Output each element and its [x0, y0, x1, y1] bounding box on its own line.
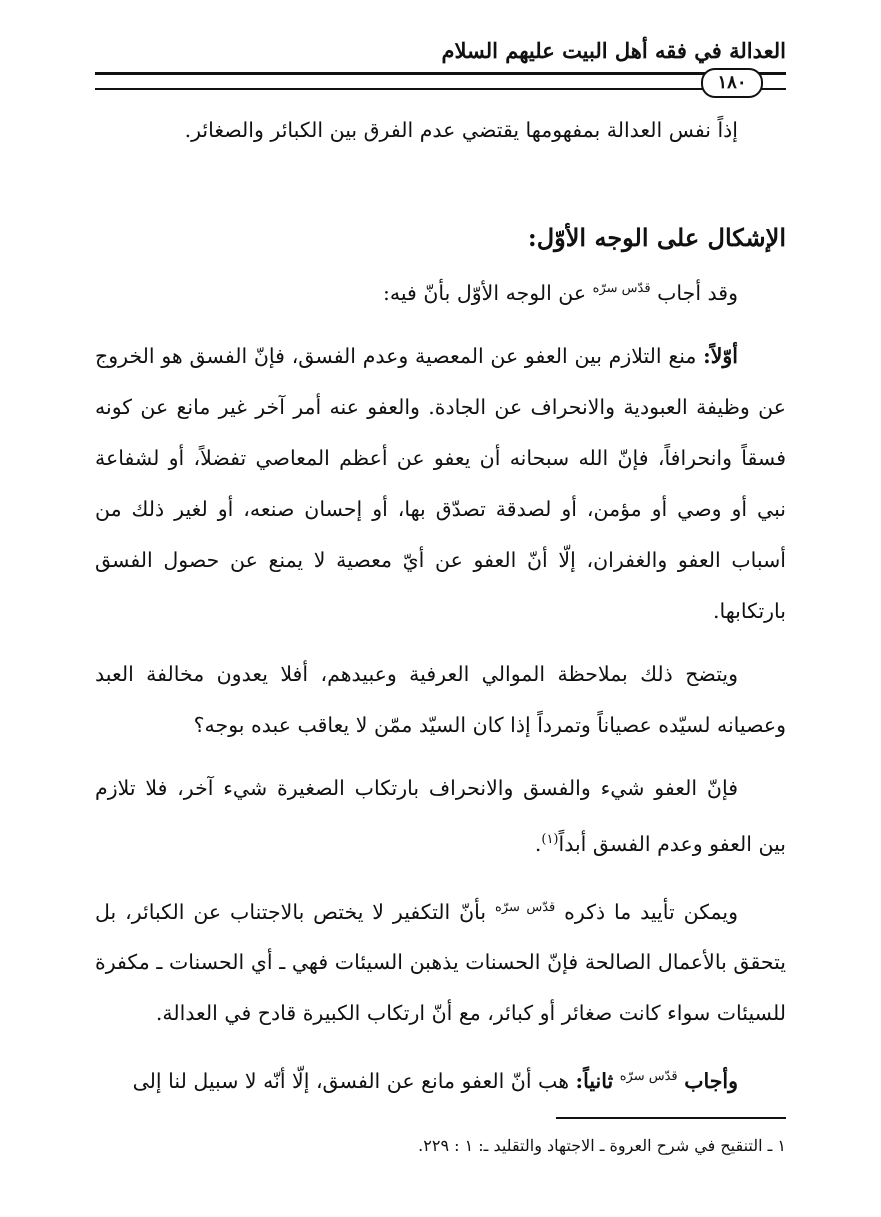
honorific-mark: قدّس سرّه: [592, 281, 651, 296]
pardon-end: .: [534, 831, 542, 856]
paragraph-pardon: [95, 763, 786, 870]
footnote: ١ ـ التنقيح في شرح العروة ـ الاجتهاد والتقليد ـ: ١ : ٢٢٩.: [418, 1136, 786, 1155]
paragraph-second-point: [95, 1051, 786, 1107]
honorific-mark: قدّس سرّه: [619, 1069, 678, 1085]
intro-before: وقد أجاب: [657, 280, 738, 305]
second-point-text: هب أنّ العفو مانع عن الفسق، إلّا أنّه لا سبيل لنا إلى: [132, 1069, 569, 1094]
paragraph-masters: ويتضح ذلك بملاحظة الموالي العرفية وعبيدهم، أفلا يعدون مخالفة العبد وعصيانه لسيّده عصياناً وتمرداً إذا كان السيّد ممّن لا يعاقب عبده بوجه؟: [95, 661, 786, 737]
header-rule-thin: [95, 88, 786, 90]
honorific-mark: قدّس سرّه: [494, 899, 556, 915]
support-after: بأنّ التكفير لا يختص بالاجتناب عن الكبائر، بل يتحقق بالأعمال الصالحة فإنّ الحسنات يذهبن السيئات فهي ـ أي الحسنات ـ مكفرة للسيئات سواء كانت صغائر أو كبائر، مع أنّ ارتكاب الكبيرة قادح في العدالة.: [95, 899, 786, 1026]
paragraph-first-point: [95, 331, 786, 637]
running-title: العدالة في فقه أهل البيت عليهم السلام: [441, 38, 786, 63]
first-point-text: منع التلازم بين العفو عن المعصية وعدم الفسق، فإنّ الفسق هو الخروج عن وظيفة العبودية والانحراف عن الجادة. والعفو عنه أمر آخر غير مانع عن كونه فسقاً وانحرافاً، فإنّ الله سبحانه أن يعفو عن أعظم المعاصي تفضلاً، أو لشفاعة نبي أو وصي أو مؤمن، أو لصدقة تصدّق بها، أو إحسان صنعه، أو لغير ذلك من أسباب العفو والغفران، إلّا أنّ العفو عن أيّ معصية لا يمنع عن حصول الفسق بارتكابها.: [95, 343, 786, 623]
second-point-lead2: ثانياً:: [575, 1069, 614, 1094]
page-number: ١٨٠: [701, 68, 763, 98]
paragraph-intro: [95, 263, 786, 319]
intro-after: عن الوجه الأوّل بأنّ فيه:: [382, 280, 587, 305]
paragraph-top: إذاً نفس العدالة بمفهومها يقتضي عدم الفرق بين الكبائر والصغائر.: [184, 118, 738, 142]
paragraph-support: [95, 882, 786, 1040]
pardon-text: فإنّ العفو شيء والفسق والانحراف بارتكاب الصغيرة شيء آخر، فلا تلازم بين العفو وعدم الفسق أبداً: [95, 775, 786, 856]
support-before: ويمكن تأييد ما ذكره: [564, 899, 738, 924]
second-point-lead: وأجاب: [684, 1069, 738, 1094]
header-rule-thick: [95, 72, 786, 75]
footnote-reference: (١): [541, 831, 559, 847]
body-text: [95, 105, 786, 1107]
first-point-lead: أوّلاً:: [703, 343, 738, 368]
section-heading: الإشكال على الوجه الأوّل:: [527, 223, 786, 252]
footnote-rule: [556, 1117, 786, 1119]
